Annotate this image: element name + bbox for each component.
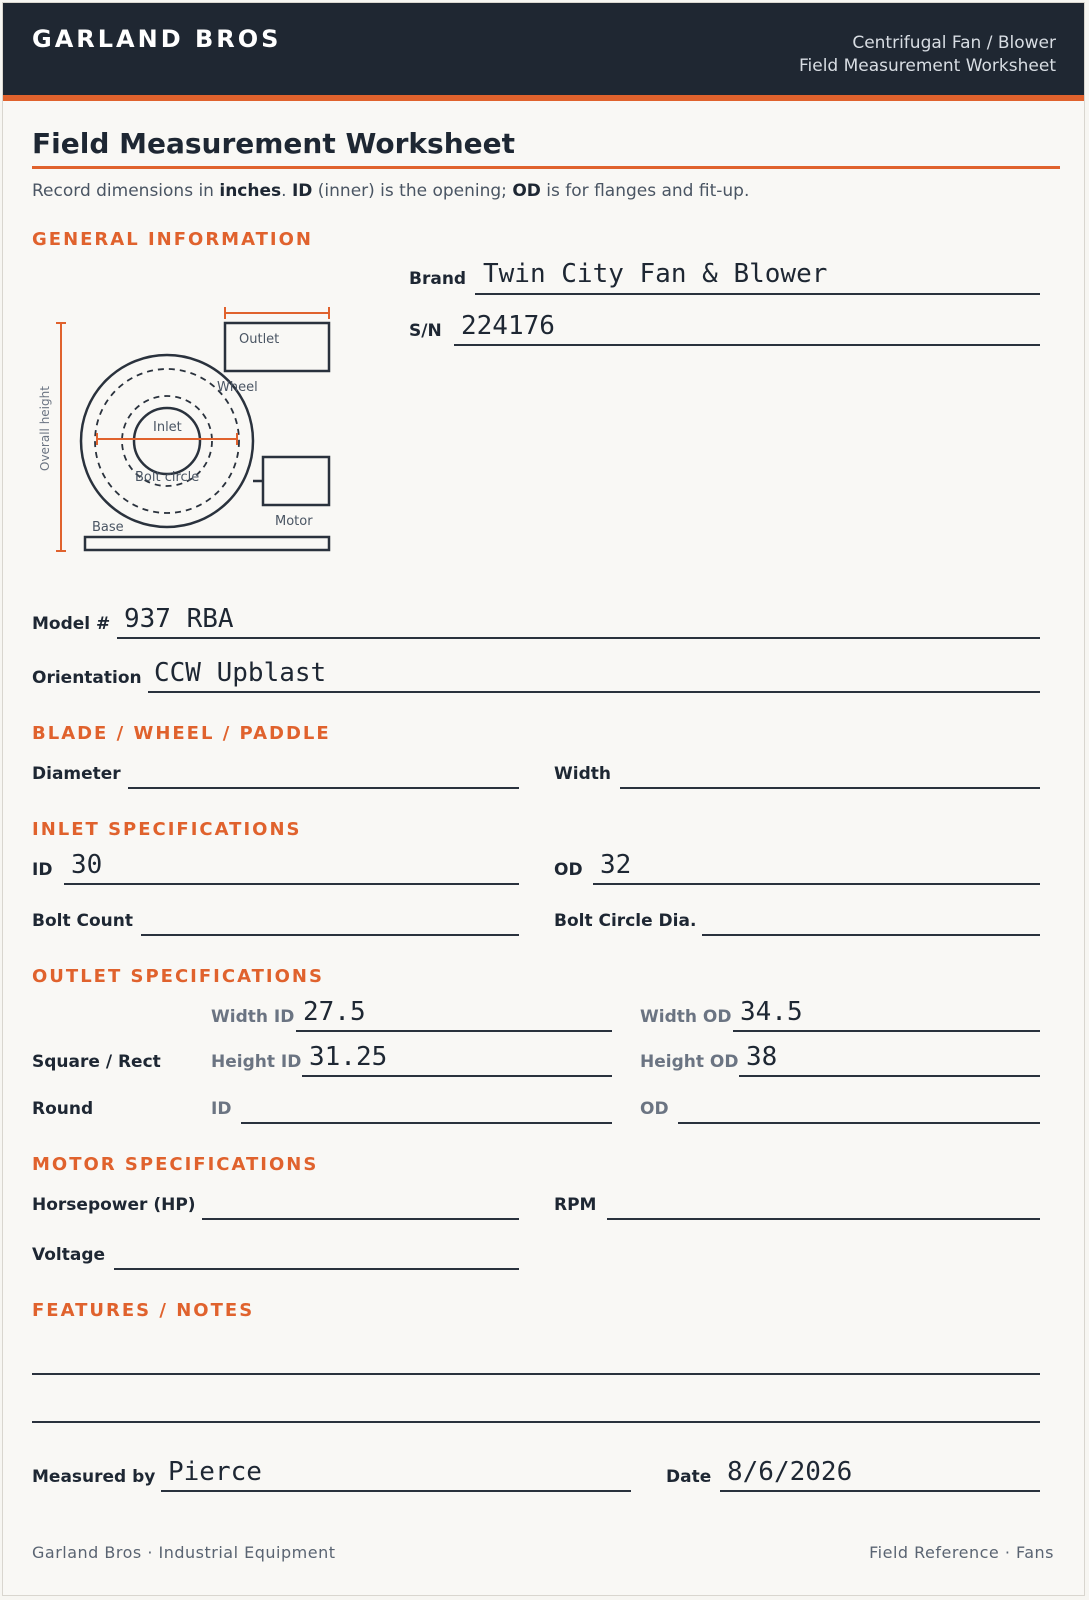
sn-value[interactable]: 224176 [461,311,555,341]
section-blade-heading: BLADE / WHEEL / PADDLE [32,723,331,744]
brand-label: Brand [409,269,467,289]
header-subtitle-1: Centrifugal Fan / Blower [852,33,1056,53]
model-label: Model # [32,614,111,634]
outlet-height-id-label: Height ID [211,1052,302,1072]
outlet-shape [225,323,329,371]
intro-text: Record dimensions in inches. ID (inner) is the opening; OD is for flanges and fit-up. [32,181,750,201]
outlet-width-id-value[interactable]: 27.5 [303,997,366,1027]
bolt-circle-label: Bolt circle [135,470,200,485]
measured-by-label: Measured by [32,1467,156,1487]
width-field-line[interactable] [620,787,1040,789]
section-motor-heading: MOTOR SPECIFICATIONS [32,1154,319,1175]
inlet-id-label: ID [32,860,53,880]
wheel-label: Wheel [217,380,258,395]
model-value[interactable]: 937 RBA [124,604,234,634]
inlet-od-label: OD [554,860,583,880]
worksheet-page [2,2,1085,1596]
voltage-field-line[interactable] [114,1268,519,1270]
outlet-height-id-field-line [302,1075,612,1077]
inlet-label: Inlet [153,420,182,435]
round-label: Round [32,1099,94,1119]
title-rule [32,166,1060,169]
base-label: Base [92,520,124,535]
outlet-width-id-field-line [296,1030,612,1032]
brand-name: GARLAND BROS [32,25,282,53]
bolt-circle-dia-label: Bolt Circle Dia. [554,911,697,931]
square-rect-label: Square / Rect [32,1052,161,1072]
brand-field-line [475,293,1040,295]
orientation-field-line [148,691,1040,693]
header-subtitle-2: Field Measurement Worksheet [798,56,1056,76]
footer-left: Garland Bros · Industrial Equipment [32,1543,336,1562]
date-value[interactable]: 8/6/2026 [727,1457,853,1487]
width-label: Width [554,764,611,784]
model-field-line [117,637,1040,639]
bolt-circle-dia-field-line[interactable] [702,934,1040,936]
motor-shape [263,457,329,505]
notes-line-1[interactable] [32,1373,1040,1375]
outlet-width-od-label: Width OD [640,1007,732,1027]
header-bar [3,3,1085,95]
section-inlet-heading: INLET SPECIFICATIONS [32,819,302,840]
section-outlet-heading: OUTLET SPECIFICATIONS [32,966,324,987]
voltage-label: Voltage [32,1245,106,1265]
overall-height-label: Overall height [38,386,52,471]
outlet-height-id-value[interactable]: 31.25 [309,1042,388,1072]
outlet-height-od-field-line [739,1075,1040,1077]
section-notes-heading: FEATURES / NOTES [32,1300,255,1321]
sn-field-line [454,344,1040,346]
motor-label: Motor [275,514,313,529]
outlet-height-od-value[interactable]: 38 [746,1042,778,1072]
round-id-field-line[interactable] [241,1122,612,1124]
outlet-width-od-field-line [733,1030,1040,1032]
outlet-height-od-label: Height OD [640,1052,739,1072]
date-field-line [720,1490,1040,1492]
bolt-count-label: Bolt Count [32,911,133,931]
notes-line-2[interactable] [32,1421,1040,1423]
orientation-value[interactable]: CCW Upblast [154,658,327,688]
outlet-width-od-value[interactable]: 34.5 [740,997,803,1027]
outlet-label: Outlet [239,332,280,347]
bolt-count-field-line[interactable] [141,934,519,936]
rpm-field-line[interactable] [607,1218,1040,1220]
round-od-label: OD [640,1099,669,1119]
measured-by-value[interactable]: Pierce [168,1457,262,1487]
base-shape [85,537,329,550]
inlet-od-field-line [593,883,1040,885]
fan-diagram [31,301,341,563]
page-title: Field Measurement Worksheet [32,127,515,160]
inlet-od-value[interactable]: 32 [600,850,632,880]
measured-by-field-line [161,1490,631,1492]
header-accent-rule [3,95,1085,101]
round-od-field-line[interactable] [678,1122,1040,1124]
rpm-label: RPM [554,1195,597,1215]
orientation-label: Orientation [32,668,142,688]
section-general-heading: GENERAL INFORMATION [32,229,313,250]
brand-value[interactable]: Twin City Fan & Blower [483,259,828,289]
sn-label: S/N [409,321,442,341]
inlet-id-value[interactable]: 30 [71,850,103,880]
round-id-label: ID [211,1099,232,1119]
horsepower-label: Horsepower (HP) [32,1195,196,1215]
date-label: Date [666,1467,712,1487]
diameter-label: Diameter [32,764,121,784]
outlet-width-id-label: Width ID [211,1007,295,1027]
horsepower-field-line[interactable] [202,1218,519,1220]
footer-right: Field Reference · Fans [869,1543,1054,1562]
diameter-field-line[interactable] [128,787,519,789]
inlet-id-field-line [64,883,519,885]
